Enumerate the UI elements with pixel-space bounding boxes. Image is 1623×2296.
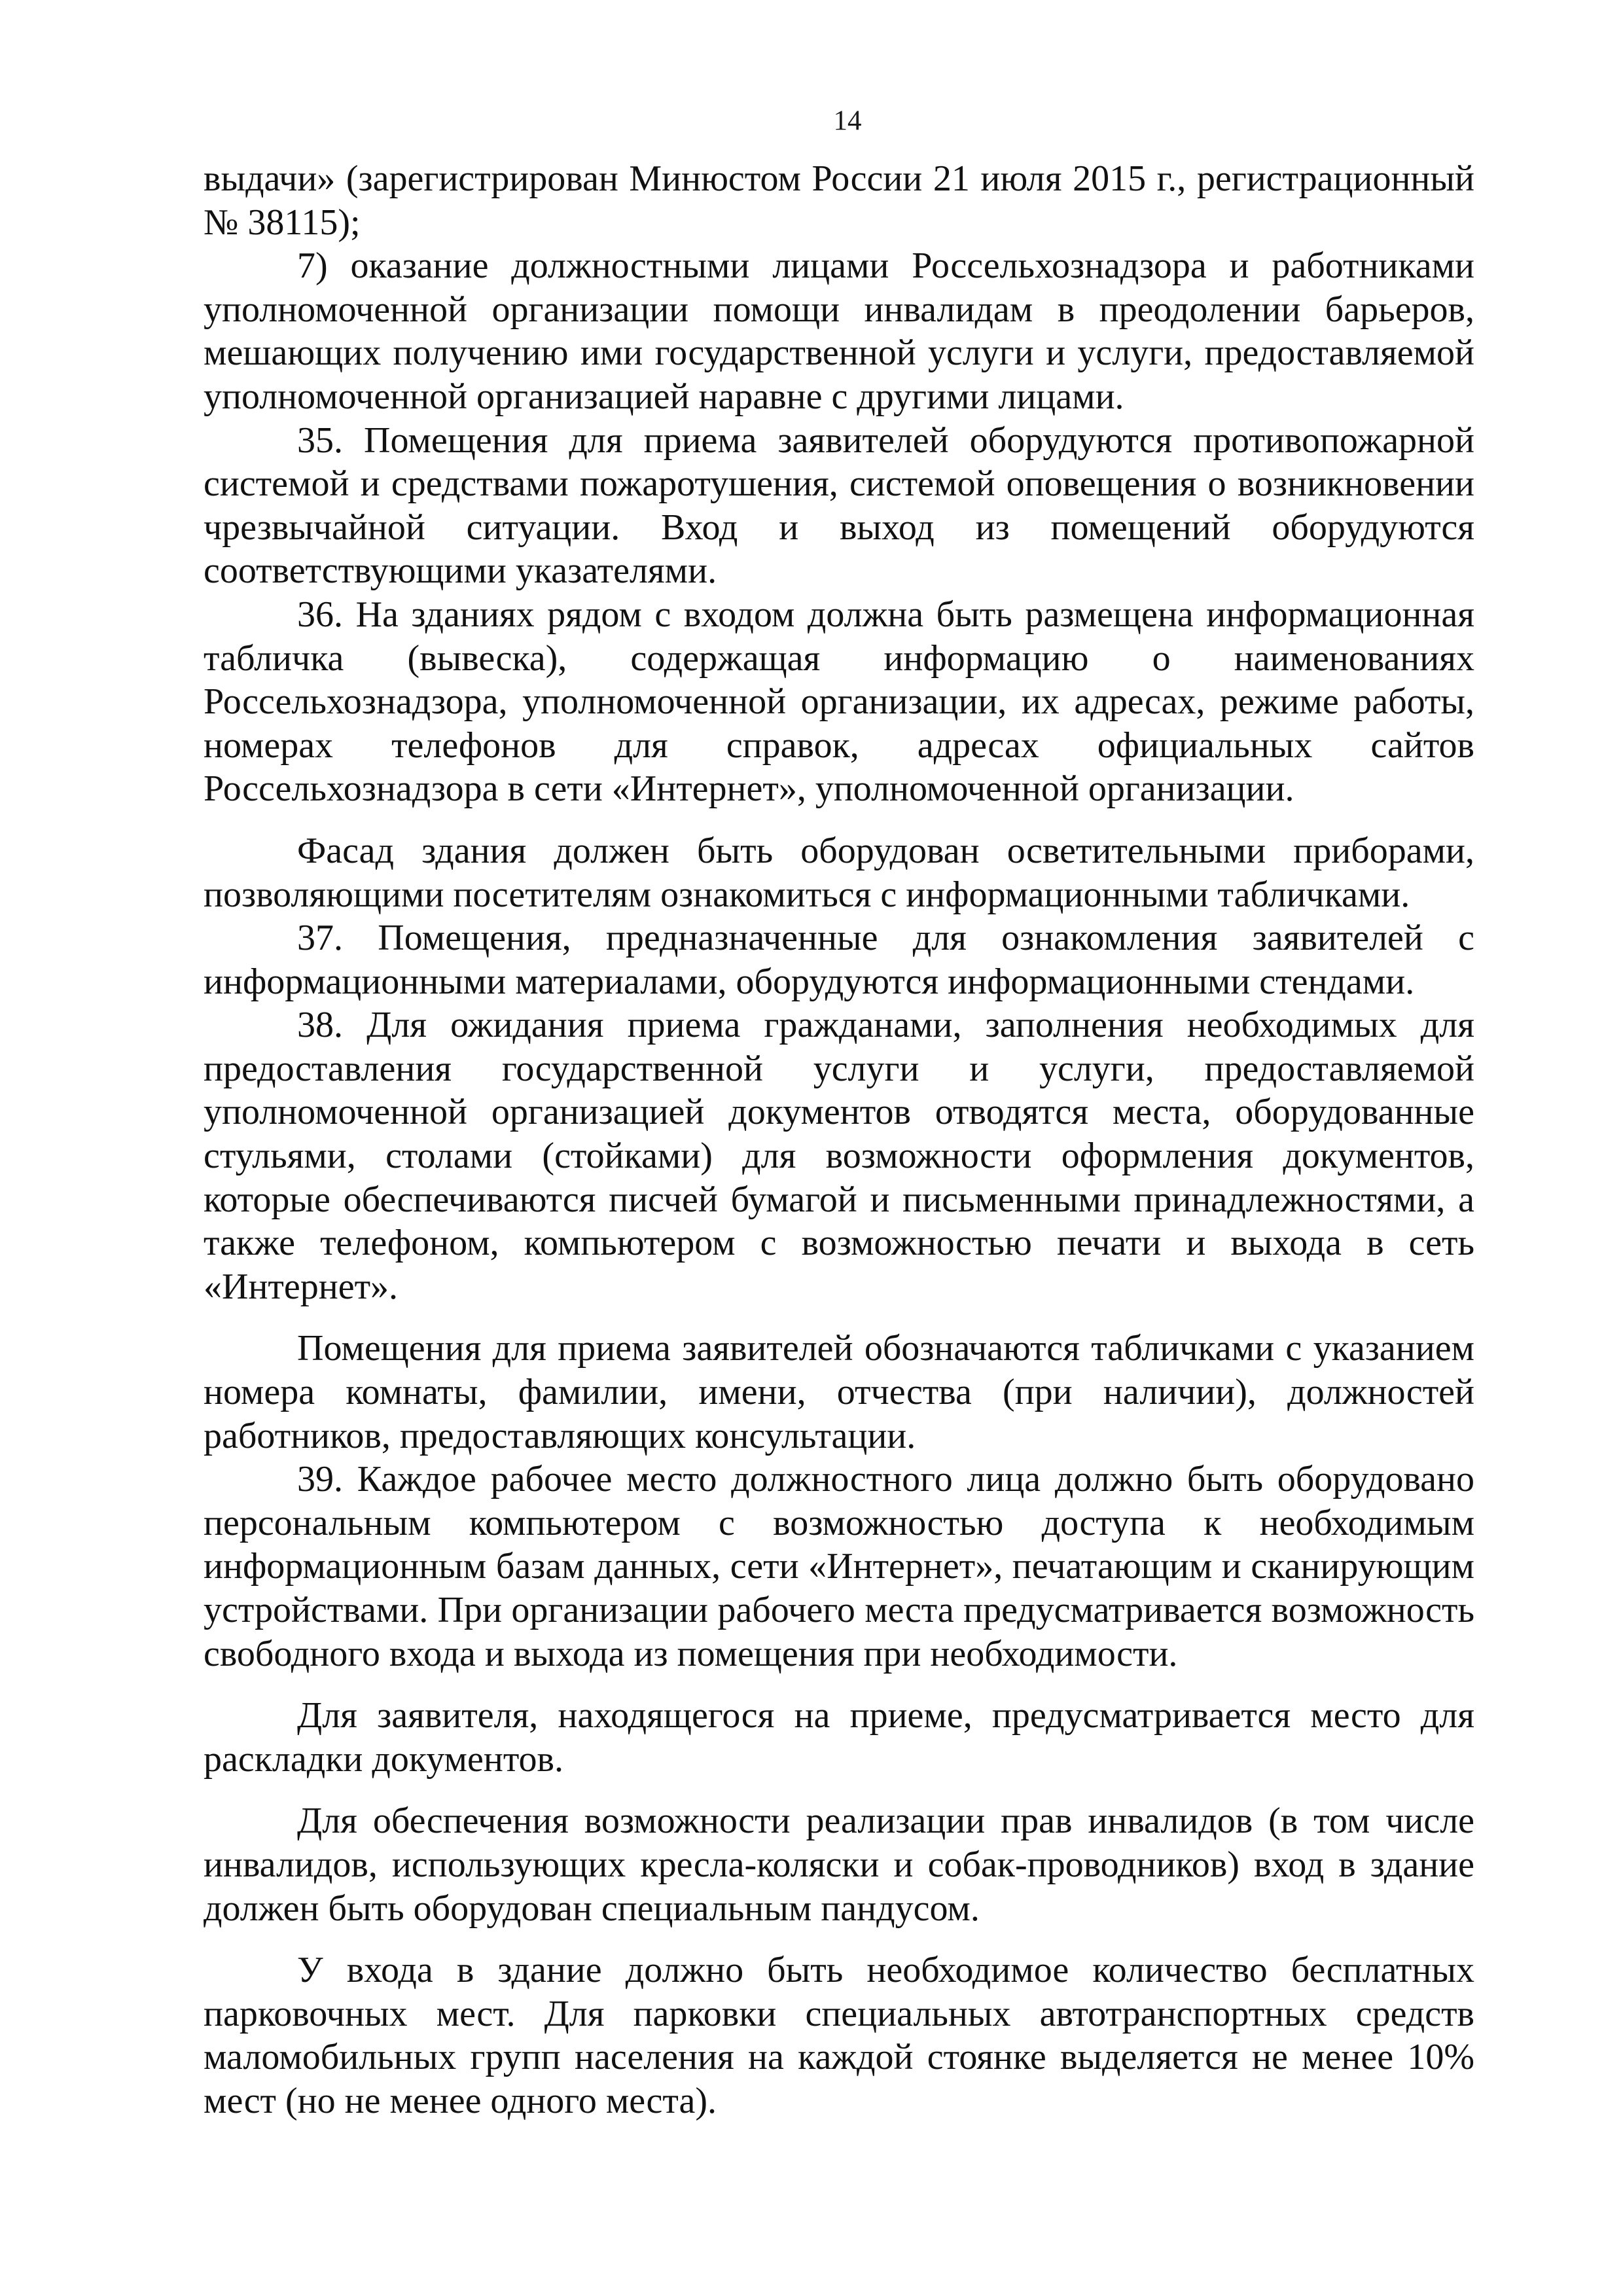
paragraph-36: 36. На зданиях рядом с входом должна быть размещена информационная табличка (вывеска), содержащая информацию о наименованиях Россельхознадзора, уполномоченной организации, их адресах, режиме работы, номерах телефонов для справок, адресах официальных сайтов Россельхознадзора в сети «Интернет», уполномоченной организации. (204, 594, 1474, 810)
paragraph-facade: Фасад здания должен быть оборудован осветительными приборами, позволяющими посетителям ознакомиться с информационными табличками. (204, 830, 1474, 915)
paragraph-35: 35. Помещения для приема заявителей оборудуются противопожарной системой и средствами пожаротушения, системой оповещения о возникновении чрезвычайной ситуации. Вход и выход из помещений оборудуются соответствующими указателями. (204, 420, 1474, 592)
paragraph-parking: У входа в здание должно быть необходимое количество бесплатных парковочных мест. Для парковки специальных автотранспортных средств маломобильных групп населения на каждой стоянке выделяется не менее 10% мест (но не менее одного места). (204, 1950, 1474, 2121)
paragraph-continuation: выдачи» (зарегистрирован Минюстом России 21 июля 2015 г., регистрационный № 38115); (204, 158, 1474, 243)
paragraph-room-signs: Помещения для приема заявителей обозначаются табличками с указанием номера комнаты, фамилии, имени, отчества (при наличии), должностей работников, предоставляющих консультации. (204, 1328, 1474, 1456)
paragraph-37: 37. Помещения, предназначенные для ознакомления заявителей с информационными материалами, оборудуются информационными стендами. (204, 918, 1474, 1002)
page-number: 14 (833, 105, 862, 136)
paragraph-item-7: 7) оказание должностными лицами Россельхознадзора и работниками уполномоченной организации помощи инвалидам в преодолении барьеров, мешающих получению ими государственной услуги и услуги, предоставляемой уполномоченной организацией наравне с другими лицами. (204, 245, 1474, 417)
paragraph-disabled-access: Для обеспечения возможности реализации прав инвалидов (в том числе инвалидов, использующих кресла-коляски и собак-проводников) вход в здание должен быть оборудован специальным пандусом. (204, 1801, 1474, 1929)
paragraph-39: 39. Каждое рабочее место должностного лица должно быть оборудовано персональным компьютером с возможностью доступа к необходимым информационным базам данных, сети «Интернет», печатающим и сканирующим устройствами. При организации рабочего места предусматривается возможность свободного входа и выхода из помещения при необходимости. (204, 1459, 1474, 1674)
document-body (204, 157, 1474, 2123)
paragraph-38: 38. Для ожидания приема гражданами, заполнения необходимых для предоставления государственной услуги и услуги, предоставляемой уполномоченной организацией документов отводятся места, оборудованные стульями, столами (стойками) для возможности оформления документов, которые обеспечиваются писчей бумагой и письменными принадлежностями, а также телефоном, компьютером с возможностью печати и выхода в сеть «Интернет». (204, 1005, 1474, 1307)
paragraph-document-layout: Для заявителя, находящегося на приеме, предусматривается место для раскладки документов. (204, 1695, 1474, 1780)
